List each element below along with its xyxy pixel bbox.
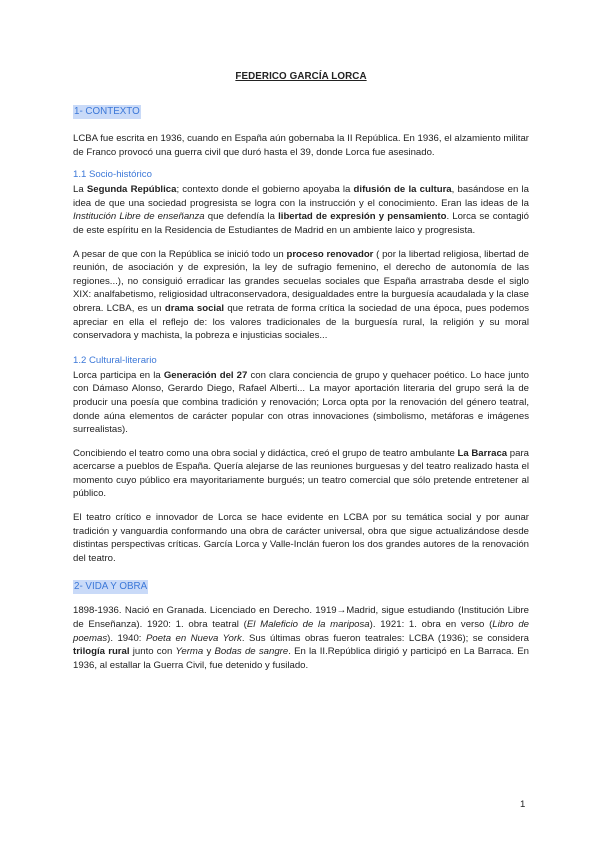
bold-term: proceso renovador xyxy=(286,248,374,260)
italic-term: Yerma xyxy=(175,646,204,658)
section-heading-label: 2- VIDA Y OBRA xyxy=(74,581,148,593)
paragraph-proceso-renovador: A pesar de que con la República se inició todo un proceso renovador ( por la libertad religiosa, libertad de reunión, de asociación y de expresión, la ley de sufragio femenino, el derecho de autonomía de las regiones...), no consiguió erradicar las grandes secuelas sociales que España arrastraba desde el siglo XIX: analfabetismo, religiosidad ultraconservadora, desigualdades entre la burguesía acaudalada y la clase obrera. LCBA, es un drama social que retrata de forma crítica la sociedad de una época, pues podemos apreciar en ella el reflejo de: los valores tradicionales de la burguesía rural, la religión y su moral conservadora y machista, la pobreza e injusticias sociales... xyxy=(73,248,530,342)
section-heading-label: 1- CONTEXTO xyxy=(74,106,140,117)
subsection-heading-sociohistorico: 1.1 Socio-histórico xyxy=(73,169,152,181)
paragraph-la-barraca: Concibiendo el teatro como una obra social y didáctica, creó el grupo de teatro ambulante La Barraca para acercarse a pueblos de España. Quería alejarse de las reuniones burguesas y del teatro realizado hasta el momento cuyo público era mayoritariamente burgués; un teatro comercial que sólo pretende entretener al público. xyxy=(73,447,529,500)
bold-term: drama social xyxy=(164,302,225,314)
italic-term: Institución Libre de enseñanza xyxy=(73,211,205,223)
bold-term: trilogía rural xyxy=(73,646,130,658)
italic-term: Bodas de sangre xyxy=(214,646,289,658)
document-title: FEDERICO GARCÍA LORCA xyxy=(235,71,367,82)
paragraph-generacion-27: Lorca participa en la Generación del 27 con clara conciencia de grupo y quehacer poético. Lo hace junto con Dámaso Alonso, Gerardo Diego, Rafael Alberti... La mayor aportación literaria del grupo será la de producir una poesía que combina tradición y renovación; Lorca opta por la renovación del género teatral, donde aúna elementos de carácter popular con otras innovaciones (simbolismo, metáforas e imágenes surrealistas). xyxy=(73,369,529,436)
subsection-heading-cultural-literario: 1.2 Cultural-literario xyxy=(73,354,157,366)
intro-paragraph: LCBA fue escrita en 1936, cuando en España aún gobernaba la II República. En 1936, el alzamiento militar de Franco provocó una guerra civil que duró hasta el 39, donde Lorca fue asesinado. xyxy=(73,133,530,158)
italic-term: Poeta en Nueva York xyxy=(145,632,242,644)
bold-term: La Barraca xyxy=(457,447,508,459)
page-number: 1 xyxy=(520,799,526,810)
section-heading-vida-y-obra xyxy=(73,576,529,594)
page-content xyxy=(73,71,529,682)
italic-term: El Maleficio de la mariposa xyxy=(246,619,370,631)
paragraph-segunda-republica: La Segunda República; contexto donde el gobierno apoyaba la difusión de la cultura, basándose en la idea de que una sociedad progresista se logra con la instrucción y el conocimiento. Eran las ideas de la Institución Libre de enseñanza que defendía la libertad de expresión y pensamiento. Lorca se contagió de este espíritu en la Residencia de Estudiantes de Madrid en un ambiente laico y progresista. xyxy=(73,184,529,236)
bold-term: Generación del 27 xyxy=(163,369,248,381)
paragraph-biografia: 1898-1936. Nació en Granada. Licenciado en Derecho. 1919→Madrid, sigue estudiando (Institución Libre de Enseñanza). 1920: 1. obra teatral (El Maleficio de la mariposa). 1921: 1. obra en verso (Libro de poemas). 1940: Poeta en Nueva York. Sus últimas obras fueron teatrales: LCBA (1936); se considera trilogía rural junto con Yerma y Bodas de sangre. En la II.República dirigió y participó en La Barraca. En 1936, al estallar la Guerra Civil, fue detenido y fusilado. xyxy=(73,605,530,671)
section-heading-contexto xyxy=(73,101,529,119)
bold-term: difusión de la cultura xyxy=(353,184,452,196)
bold-term: libertad de expresión y pensamiento xyxy=(278,211,447,223)
bold-term: Segunda República xyxy=(86,184,177,196)
paragraph-teatro-critico: El teatro crítico e innovador de Lorca se hace evidente en LCBA por su temática social y por aunar tradición y vanguardia conformando una obra de carácter universal, obra que sigue actualizándose desde distintas perspectivas críticas. García Lorca y Valle-Inclán fueron los dos grandes autores de la renovación del teatro. xyxy=(73,512,529,564)
italic-term: Libro de poemas xyxy=(73,619,530,644)
